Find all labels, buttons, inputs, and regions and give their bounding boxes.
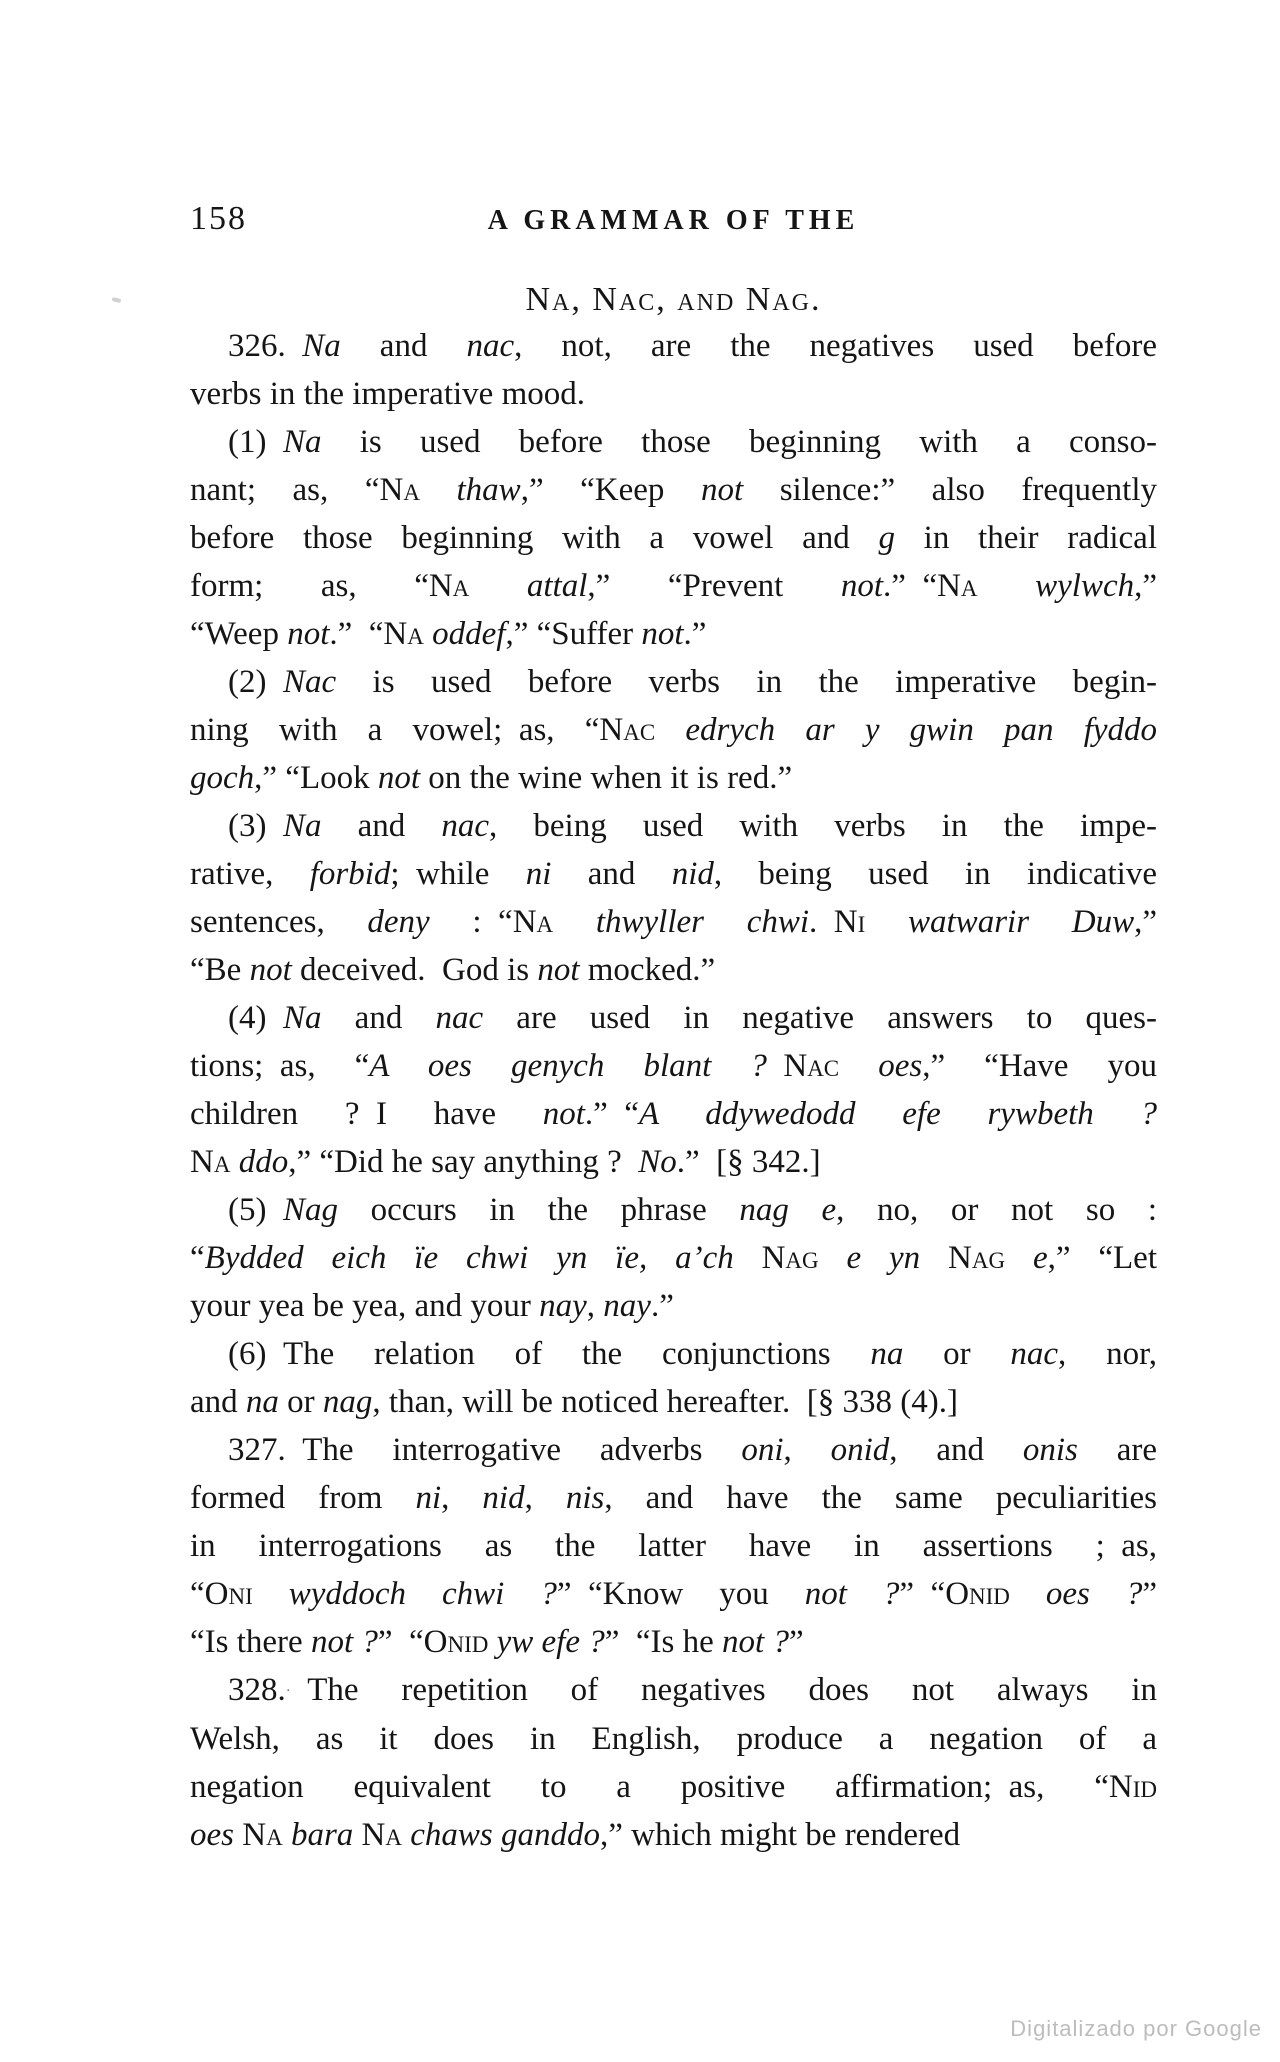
text-run <box>469 568 527 604</box>
text-run: e yn <box>818 1240 949 1276</box>
text-run <box>253 1576 289 1612</box>
text-run: nay <box>539 1288 587 1324</box>
text-line <box>190 706 1157 754</box>
text-run <box>353 1817 361 1853</box>
text-run: thaw <box>456 472 521 508</box>
text-run: Onid <box>423 1624 489 1660</box>
text-run: na <box>870 1336 904 1372</box>
text-run: tions; as, “ <box>190 1048 370 1084</box>
text-line <box>190 418 1157 466</box>
text-run: Nag <box>282 1192 338 1228</box>
text-run: Na <box>282 1000 322 1036</box>
text-run: A ddywedodd efe rywbeth ? <box>638 1096 1157 1132</box>
text-run: The repetition of negatives does not always in <box>290 1672 1157 1708</box>
paragraph <box>190 322 1157 418</box>
text-run: rative, <box>190 856 310 892</box>
text-run: yw efe ? <box>496 1624 605 1660</box>
text-run: , being used with verbs in the impe- <box>489 808 1157 844</box>
text-run: ,” “Did he say anything ? <box>288 1144 639 1180</box>
text-line <box>190 1330 1157 1378</box>
text-line <box>190 1715 1157 1763</box>
text-run: Welsh, as it does in English, produce a negation of a <box>190 1720 1157 1757</box>
text-run: ni <box>525 856 552 892</box>
text-run: , no, or not so : <box>836 1192 1157 1228</box>
text-run: nid <box>671 856 714 892</box>
text-run: ,” “Have you <box>922 1048 1158 1084</box>
text-run: formed from <box>190 1480 416 1516</box>
text-run: and <box>340 328 467 364</box>
google-watermark: Digitalizado por Google <box>1010 2016 1262 2041</box>
text-run: Nag <box>761 1240 819 1276</box>
text-run: “Be <box>190 952 250 988</box>
text-run: (5) <box>228 1192 283 1228</box>
running-head: A GRAMMAR OF THE <box>487 205 860 236</box>
text-run: ” <box>1142 1576 1158 1612</box>
text-block <box>190 322 1157 1859</box>
text-run: chaws ganddo <box>410 1816 600 1853</box>
text-run: .” <box>683 616 707 652</box>
text-run: , and have the same peculiarities <box>604 1480 1157 1516</box>
text-run: are used in negative answers to ques- <box>483 1000 1157 1036</box>
paragraph <box>190 1426 1157 1666</box>
text-run: attal <box>526 568 588 604</box>
text-run: ddo <box>238 1144 289 1180</box>
page-number: 158 <box>190 200 247 237</box>
text-line <box>190 1618 1157 1666</box>
text-run: forbid <box>309 856 391 892</box>
text-run: Nac <box>282 664 337 700</box>
text-run <box>1010 1576 1046 1612</box>
text-run: nac <box>1010 1336 1059 1372</box>
text-run: A oes genych blant ? <box>369 1048 767 1084</box>
text-run: ,” <box>1134 568 1158 604</box>
text-run: (3) <box>228 808 283 844</box>
text-run: and <box>551 856 672 892</box>
text-run: Na <box>242 1816 283 1853</box>
text-run: g <box>878 520 895 556</box>
paragraph <box>190 1186 1157 1330</box>
text-line <box>190 322 1157 370</box>
text-run: , <box>524 1480 566 1516</box>
text-run: occurs in the phrase <box>338 1192 740 1228</box>
text-run: (1) <box>228 424 283 460</box>
text-run: Onid <box>945 1576 1010 1612</box>
text-run: thwyller chwi <box>595 904 810 940</box>
text-line <box>190 1763 1157 1811</box>
text-run <box>655 712 685 748</box>
text-run: ,” “Prevent <box>587 568 841 604</box>
text-run: Oni <box>204 1576 253 1612</box>
text-run: negation equivalent to a positive affirmation; as, “ <box>190 1768 1109 1805</box>
text-run: silence:” also frequently <box>743 472 1158 508</box>
text-run: Nac <box>783 1048 840 1084</box>
text-run: oni <box>741 1432 784 1468</box>
text-run: bara <box>290 1816 354 1853</box>
text-run: “Weep <box>190 616 288 652</box>
text-run: Na <box>428 568 470 604</box>
text-run: not ? <box>804 1576 900 1612</box>
text-run: not <box>840 568 884 604</box>
text-run: nac <box>435 1000 484 1036</box>
text-run: (6) The relation of the conjunctions <box>228 1336 871 1372</box>
text-run: .” “ <box>584 1096 639 1132</box>
text-line <box>190 1474 1157 1522</box>
text-run: nag <box>322 1384 373 1420</box>
text-run: .” “ <box>883 568 938 604</box>
text-run: edrych ar y gwin pan fyddo <box>685 712 1158 748</box>
text-run: ,” <box>1134 904 1157 940</box>
text-run: mocked.” <box>579 952 716 988</box>
text-run: ,” “Look <box>254 760 378 796</box>
text-line <box>190 946 1157 994</box>
text-run: and <box>190 1384 246 1420</box>
text-run: , not, are the negatives used before <box>514 328 1157 364</box>
text-run: and <box>321 808 442 844</box>
paragraph <box>190 1330 1157 1426</box>
text-run: nac <box>441 808 490 844</box>
text-line <box>190 610 1157 658</box>
text-run: wyddoch chwi ? <box>288 1576 557 1612</box>
text-run: not <box>377 760 421 796</box>
text-line <box>190 994 1157 1042</box>
text-run: children ? I have <box>190 1096 543 1132</box>
text-run <box>767 1048 784 1084</box>
text-run: Na <box>282 808 322 844</box>
text-run <box>230 1144 238 1180</box>
text-run: Na <box>512 904 554 940</box>
text-run <box>488 1624 496 1660</box>
text-run: .” <box>650 1288 674 1324</box>
text-run: before those beginning with a vowel and <box>190 520 879 556</box>
text-line <box>190 754 1157 802</box>
text-run: ” “Know you <box>556 1576 805 1612</box>
text-line <box>190 1666 1157 1715</box>
text-run: , <box>441 1480 483 1516</box>
text-run: , being used in indicative <box>713 856 1158 892</box>
text-line <box>190 1522 1157 1570</box>
text-line <box>190 1090 1157 1138</box>
text-run: “ <box>190 1576 205 1612</box>
text-run: ning with a vowel; as, “ <box>190 712 600 748</box>
text-line <box>190 898 1157 946</box>
text-run: .” “ <box>329 616 384 652</box>
text-run: not <box>249 952 292 988</box>
text-run <box>553 904 596 940</box>
text-run: ” “ <box>899 1576 946 1612</box>
text-run: nay <box>603 1288 651 1324</box>
text-run: nant; as, “ <box>190 472 380 508</box>
section-heading: Na, Nac, and Nag. <box>525 281 822 318</box>
text-run: watwarir Duw <box>908 904 1135 940</box>
text-run: or <box>903 1336 1011 1372</box>
text-line <box>190 514 1157 562</box>
text-line <box>190 1234 1157 1282</box>
text-run: ,” which might be rendered <box>600 1816 961 1853</box>
text-run: Nid <box>1108 1768 1157 1805</box>
text-run: sentences, <box>190 904 368 940</box>
text-run: na <box>245 1384 279 1420</box>
text-run: , nor, <box>1058 1336 1157 1372</box>
text-line <box>190 1042 1157 1090</box>
text-run: ,” “Suffer <box>505 616 642 652</box>
text-run: Na <box>361 1816 402 1853</box>
scan-artifact-speck <box>112 297 122 303</box>
text-run: . <box>809 904 834 940</box>
text-run: , <box>783 1432 831 1468</box>
text-run <box>420 472 457 508</box>
text-run: (4) <box>228 1000 283 1036</box>
paragraph <box>190 1666 1157 1859</box>
text-run: your yea be yea, and your <box>190 1288 540 1324</box>
text-run: onis <box>1022 1432 1078 1468</box>
text-run: , and <box>889 1432 1023 1468</box>
text-run: goch <box>190 760 255 796</box>
text-line <box>190 1811 1157 1859</box>
text-run <box>978 568 1036 604</box>
text-run: deny <box>367 904 430 940</box>
text-run: Na <box>937 568 978 604</box>
text-run: ,” “Let <box>1047 1240 1158 1276</box>
text-line <box>190 1570 1157 1618</box>
text-run: is used before those beginning with a conso- <box>321 424 1157 460</box>
text-run: not ? <box>310 1624 378 1660</box>
text-run: 326. <box>228 328 303 364</box>
text-run: Na <box>282 424 322 460</box>
text-run: is used before verbs in the imperative begin- <box>336 664 1157 700</box>
text-run: on the wine when it is red.” <box>420 760 793 796</box>
text-line <box>190 802 1157 850</box>
text-run <box>283 1817 291 1853</box>
text-run: 327. The interrogative adverbs <box>228 1432 742 1468</box>
text-run: not <box>542 1096 585 1132</box>
text-run <box>865 904 908 940</box>
text-run: Nac <box>599 712 656 748</box>
text-run: in interrogations as the latter have in assertions ; as, <box>190 1528 1157 1564</box>
text-run: deceived. God is <box>291 952 538 988</box>
text-run: or <box>278 1384 323 1420</box>
text-run: not <box>700 472 744 508</box>
text-run: Ni <box>833 904 866 940</box>
text-line <box>190 1426 1157 1474</box>
text-run <box>234 1817 242 1853</box>
text-run: Na <box>190 1144 231 1180</box>
text-run: Bydded eich ïe chwi yn ïe, a’ch <box>204 1240 762 1276</box>
text-run <box>839 1048 878 1084</box>
text-run: are <box>1077 1432 1157 1468</box>
text-run: oes <box>878 1048 923 1084</box>
text-run: and <box>321 1000 436 1036</box>
text-run: e <box>1005 1240 1048 1276</box>
text-line <box>190 1378 1157 1426</box>
text-line <box>190 370 1157 418</box>
text-line <box>190 1282 1157 1330</box>
text-run: not <box>287 616 330 652</box>
text-run: , than, will be noticed hereafter. [§ 338 (4).] <box>372 1384 958 1420</box>
text-run: No <box>638 1144 677 1180</box>
paragraph <box>190 658 1157 802</box>
text-run <box>402 1817 410 1853</box>
text-run: not <box>641 616 684 652</box>
text-run: oes ? <box>1045 1576 1143 1612</box>
text-run: : “ <box>429 904 513 940</box>
text-run: ,” “Keep <box>520 472 701 508</box>
text-run: not ? <box>722 1624 789 1660</box>
text-run: oddef <box>432 616 506 652</box>
text-line <box>190 658 1157 706</box>
text-line <box>190 850 1157 898</box>
text-run: ” <box>788 1624 804 1660</box>
text-run: “Is there <box>190 1624 311 1660</box>
text-run: ni <box>415 1480 442 1516</box>
paragraph <box>190 418 1157 658</box>
text-run: not <box>537 952 580 988</box>
text-run: Na <box>302 328 341 364</box>
text-run: Na <box>379 472 420 508</box>
text-run: “ <box>190 1240 205 1276</box>
text-line <box>190 1186 1157 1234</box>
text-run: 328. <box>228 1672 286 1708</box>
text-run: (2) <box>228 664 283 700</box>
text-line <box>190 466 1157 514</box>
text-run: nid <box>482 1480 525 1516</box>
text-run: nis <box>565 1480 605 1516</box>
text-run: oes <box>190 1816 234 1853</box>
text-run: verbs in the imperative mood. <box>190 376 585 412</box>
text-run: ” “Is he <box>604 1624 723 1660</box>
text-run: , <box>586 1288 604 1324</box>
text-run: ” “ <box>377 1624 424 1660</box>
text-run <box>424 616 432 652</box>
text-run: Nag <box>948 1240 1006 1276</box>
paragraph <box>190 802 1157 994</box>
text-run: wylwch <box>1035 568 1135 604</box>
text-run: Na <box>383 616 424 652</box>
text-run: form; as, “ <box>190 568 429 604</box>
text-line <box>190 1138 1157 1186</box>
text-run: in their radical <box>894 520 1157 556</box>
paragraph <box>190 994 1157 1186</box>
text-run: onid <box>830 1432 890 1468</box>
text-line <box>190 562 1157 610</box>
text-run: ; while <box>390 856 526 892</box>
text-run: .” [§ 342.] <box>676 1144 821 1180</box>
text-run: nag e <box>739 1192 837 1228</box>
text-run: nac <box>466 328 515 364</box>
text-run: · <box>285 1682 291 1699</box>
